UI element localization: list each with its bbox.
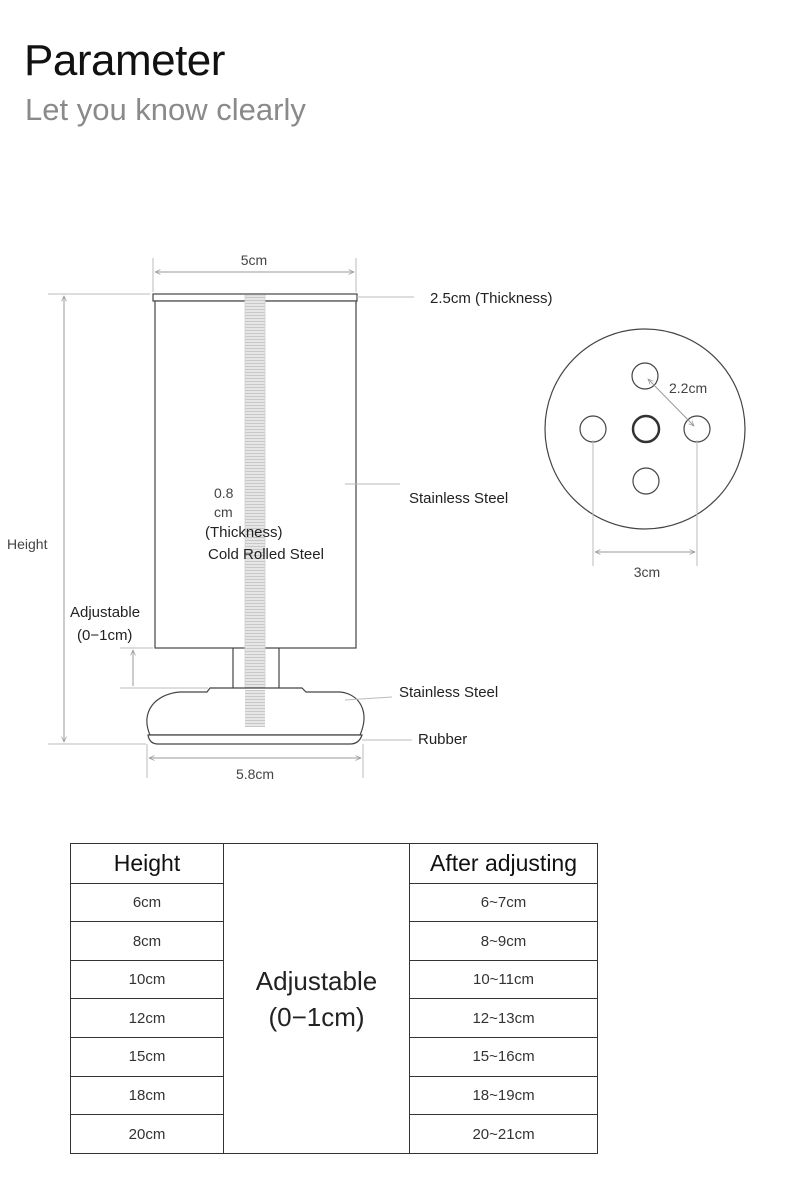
threaded-rod xyxy=(245,295,265,727)
screw-hole-bottom xyxy=(633,468,659,494)
adjustable-label-1: Adjustable xyxy=(70,604,141,621)
pad-material-label: Rubber xyxy=(418,731,468,748)
after-cell: 12~13cm xyxy=(410,999,598,1038)
page-subtitle: Let you know clearly xyxy=(25,92,306,127)
header-height: Height xyxy=(71,844,224,884)
base-material-label: Stainless Steel xyxy=(399,684,499,701)
top-width-label: 5cm xyxy=(240,252,268,268)
after-cell: 20~21cm xyxy=(410,1115,598,1154)
height-cell: 8cm xyxy=(71,922,224,961)
rod-thickness-label: (Thickness) xyxy=(205,524,283,541)
spec-table xyxy=(70,843,598,1154)
height-label: Height xyxy=(7,536,48,552)
rod-thickness-unit: cm xyxy=(214,504,233,520)
header-after-adjusting: After adjusting xyxy=(410,844,598,884)
rod-thickness-value: 0.8 xyxy=(214,485,234,501)
top-view xyxy=(545,329,745,580)
body-material-label: Stainless Steel xyxy=(409,490,509,507)
adjustable-cell-line2: (0−1cm) xyxy=(268,1001,365,1032)
hole-spacing-label: 3cm xyxy=(633,564,661,580)
after-cell: 8~9cm xyxy=(410,922,598,961)
after-cell: 6~7cm xyxy=(410,883,598,922)
height-dimension xyxy=(7,294,150,744)
after-cell: 15~16cm xyxy=(410,1038,598,1077)
adjustable-cell-line1: Adjustable xyxy=(255,965,378,996)
table-header-row xyxy=(71,844,598,884)
height-cell: 18cm xyxy=(71,1076,224,1115)
center-hole xyxy=(633,416,659,442)
top-thickness-label: 2.5cm (Thickness) xyxy=(430,290,553,307)
height-cell: 20cm xyxy=(71,1115,224,1154)
after-cell: 10~11cm xyxy=(410,960,598,999)
adjustable-label-2: (0−1cm) xyxy=(77,627,133,644)
adjustable-cell xyxy=(224,844,410,1154)
height-cell: 6cm xyxy=(71,883,224,922)
rod-material-label: Cold Rolled Steel xyxy=(208,546,324,563)
rubber-pad xyxy=(148,735,362,744)
diagonal-spacing-label: 2.2cm xyxy=(669,380,708,396)
height-cell: 10cm xyxy=(71,960,224,999)
page-title: Parameter xyxy=(24,36,225,85)
height-cell: 15cm xyxy=(71,1038,224,1077)
top-width-dimension xyxy=(153,252,356,292)
base-width-dimension xyxy=(147,744,363,782)
base-width-label: 5.8cm xyxy=(235,766,275,782)
height-cell: 12cm xyxy=(71,999,224,1038)
after-cell: 18~19cm xyxy=(410,1076,598,1115)
screw-hole-left xyxy=(580,416,606,442)
